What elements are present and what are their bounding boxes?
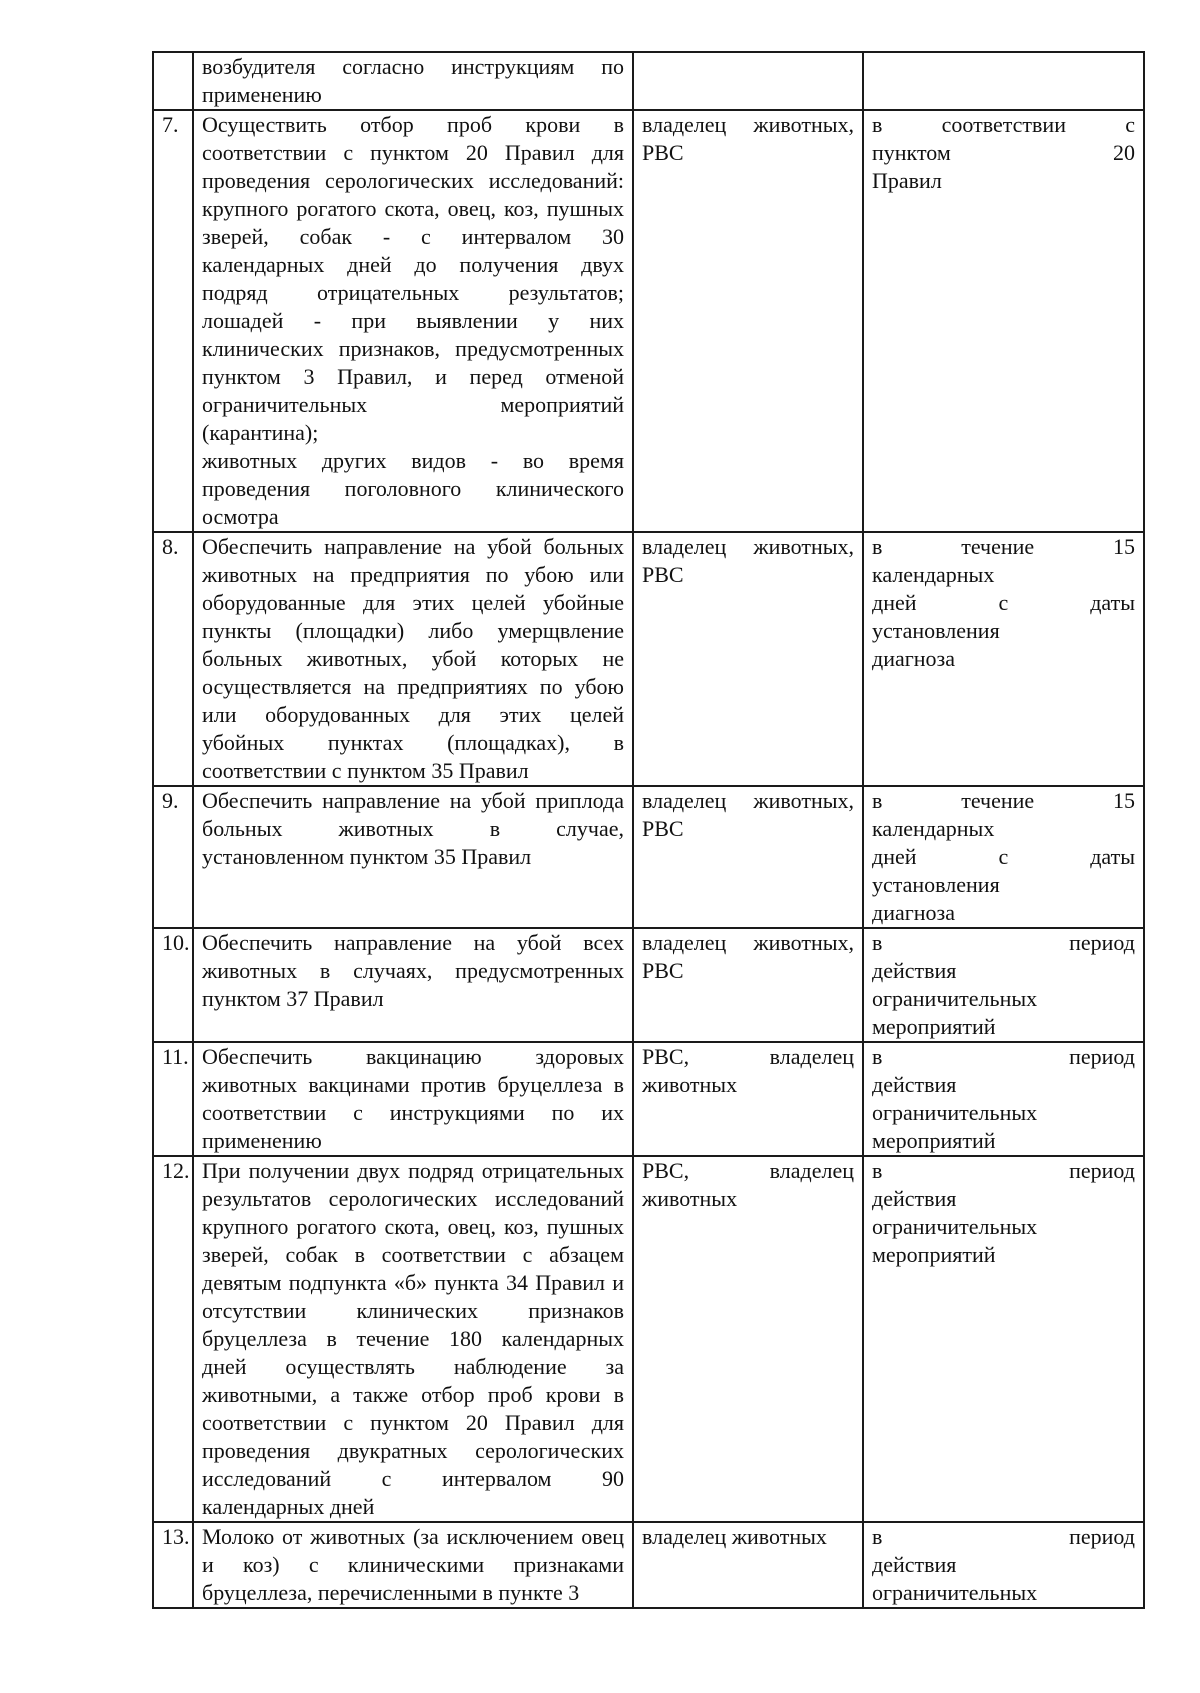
responsible-text-cell	[633, 1156, 863, 1522]
term-text-line: в период	[872, 1524, 1135, 1549]
responsible-text-cell	[633, 1042, 863, 1156]
action-text-line: пунктом 3 Правил, и перед отменой	[202, 364, 624, 389]
table-row	[153, 1522, 1144, 1608]
row-number: 13.	[153, 1522, 193, 1608]
row-number: 7.	[153, 110, 193, 532]
action-text-line: бруцеллеза, перечисленными в пункте 3	[202, 1580, 580, 1605]
action-text-line: животных других видов - во время	[202, 448, 624, 473]
responsible-text-line: владелец животных,	[642, 788, 854, 813]
term-text-line: в течение 15	[872, 788, 1135, 813]
action-text-line: клинических признаков, предусмотренных	[202, 336, 624, 361]
action-text-line: соответствии с инструкциями по их	[202, 1100, 624, 1125]
term-text-cell	[863, 1156, 1144, 1522]
action-text-cell	[193, 1156, 633, 1522]
responsible-text-cell	[633, 532, 863, 786]
action-text-line: календарных дней до получения двух	[202, 252, 624, 277]
action-text-line: животных в случаях, предусмотренных	[202, 958, 624, 983]
term-text-line: мероприятий	[872, 1014, 996, 1039]
responsible-text-line: владелец животных,	[642, 112, 854, 137]
action-text-line: животных на предприятия по убою или	[202, 562, 624, 587]
action-text-line: зверей, собак в соответствии с абзацем	[202, 1242, 624, 1267]
action-text-line: пункты (площадки) либо умерщвление	[202, 618, 624, 643]
action-text-cell	[193, 928, 633, 1042]
row-number: 11.	[153, 1042, 193, 1156]
responsible-text-cell	[633, 786, 863, 928]
action-text-line: Обеспечить вакцинацию здоровых	[202, 1044, 624, 1069]
action-text-line: ограничительных мероприятий	[202, 392, 624, 417]
responsible-text-line: РВС	[642, 562, 684, 587]
term-text-line: установления	[872, 618, 1000, 643]
row-number: 8.	[153, 532, 193, 786]
row-number: 9.	[153, 786, 193, 928]
action-text-line: зверей, собак - с интервалом 30	[202, 224, 624, 249]
term-text-line: в период	[872, 1158, 1135, 1183]
term-text-line: календарных	[872, 562, 995, 587]
action-text-line: Осуществить отбор проб крови в	[202, 112, 624, 137]
action-text-line: Молоко от животных (за исключением овец	[202, 1524, 624, 1549]
term-text-cell	[863, 928, 1144, 1042]
term-text-line: в течение 15	[872, 534, 1135, 559]
action-text-line: или оборудованных для этих целей	[202, 702, 624, 727]
action-text-line: применению	[202, 1128, 322, 1153]
action-text-line: оборудованные для этих целей убойные	[202, 590, 624, 615]
action-text-line: крупного рогатого скота, овец, коз, пушных	[202, 1214, 624, 1239]
term-text-line: действия	[872, 1072, 957, 1097]
action-text-line: соответствии с пунктом 20 Правил для	[202, 1410, 624, 1435]
action-text-line: дней осуществлять наблюдение за	[202, 1354, 624, 1379]
action-text-line: применению	[202, 82, 322, 107]
action-text-line: возбудителя согласно инструкциям по	[202, 54, 624, 79]
action-text-line: проведения двукратных серологических	[202, 1438, 624, 1463]
term-text-line: пунктом 20	[872, 140, 1135, 165]
responsible-text-line: владелец животных	[642, 1524, 827, 1549]
table-row	[153, 52, 1144, 110]
action-text-line: При получении двух подряд отрицательных	[202, 1158, 624, 1183]
responsible-text-line: РВС	[642, 816, 684, 841]
responsible-text-line: владелец животных,	[642, 930, 854, 955]
action-text-line: осуществляется на предприятиях по убою	[202, 674, 624, 699]
action-text-cell	[193, 1522, 633, 1608]
action-text-line: Обеспечить направление на убой приплода	[202, 788, 624, 813]
term-text-cell	[863, 1042, 1144, 1156]
action-text-cell	[193, 110, 633, 532]
term-text-line: действия	[872, 958, 957, 983]
term-text-line: диагноза	[872, 646, 955, 671]
responsible-text-cell	[633, 110, 863, 532]
action-text-line: соответствии с пунктом 35 Правил	[202, 758, 529, 783]
action-text-line: соответствии с пунктом 20 Правил для	[202, 140, 624, 165]
term-text-cell	[863, 110, 1144, 532]
action-text-line: пунктом 37 Правил	[202, 986, 384, 1011]
action-text-line: убойных пунктах (площадках), в	[202, 730, 624, 755]
action-text-line: лошадей - при выявлении у них	[202, 308, 624, 333]
action-text-line: Обеспечить направление на убой всех	[202, 930, 624, 955]
term-text-line: ограничительных	[872, 1580, 1038, 1605]
term-text-line: календарных	[872, 816, 995, 841]
term-text-line: действия	[872, 1186, 957, 1211]
action-text-line: девятым подпункта «б» пункта 34 Правил и	[202, 1270, 624, 1295]
action-text-cell	[193, 786, 633, 928]
responsible-text-line: владелец животных,	[642, 534, 854, 559]
table-row	[153, 532, 1144, 786]
action-text-line: календарных дней	[202, 1494, 375, 1519]
action-text-line: отсутствии клинических признаков	[202, 1298, 624, 1323]
row-number: 10.	[153, 928, 193, 1042]
term-text-cell	[863, 1522, 1144, 1608]
term-text-line: мероприятий	[872, 1242, 996, 1267]
action-text-line: крупного рогатого скота, овец, коз, пушных	[202, 196, 624, 221]
action-text-line: животными, а также отбор проб крови в	[202, 1382, 624, 1407]
term-text-line: ограничительных	[872, 1214, 1038, 1239]
term-text-cell	[863, 786, 1144, 928]
term-text-line: дней с даты	[872, 844, 1135, 869]
responsible-text-line: РВС	[642, 958, 684, 983]
term-text-line: ограничительных	[872, 986, 1038, 1011]
action-text-line: исследований с интервалом 90	[202, 1466, 624, 1491]
term-text-line: в соответствии с	[872, 112, 1135, 137]
responsible-text-cell	[633, 928, 863, 1042]
term-text-line: мероприятий	[872, 1128, 996, 1153]
term-text-cell	[863, 532, 1144, 786]
action-text-line: бруцеллеза в течение 180 календарных	[202, 1326, 624, 1351]
term-text-line: в период	[872, 1044, 1135, 1069]
action-text-line: проведения поголовного клинического	[202, 476, 624, 501]
action-text-line: (карантина);	[202, 420, 319, 445]
action-text-line: и коз) с клиническими признаками	[202, 1552, 624, 1577]
row-number	[153, 52, 193, 110]
responsible-text-line: РВС, владелец	[642, 1158, 854, 1183]
term-text-line: диагноза	[872, 900, 955, 925]
action-text-cell	[193, 52, 633, 110]
table-row	[153, 786, 1144, 928]
action-text-line: Обеспечить направление на убой больных	[202, 534, 624, 559]
action-text-line: осмотра	[202, 504, 279, 529]
responsible-text-line: животных	[642, 1186, 738, 1211]
term-text-line: в период	[872, 930, 1135, 955]
term-text-cell	[863, 52, 1144, 110]
measures-table	[152, 51, 1145, 1609]
responsible-text-line: РВС	[642, 140, 684, 165]
term-text-line: установления	[872, 872, 1000, 897]
term-text-line: ограничительных	[872, 1100, 1038, 1125]
row-number: 12.	[153, 1156, 193, 1522]
table-row	[153, 1156, 1144, 1522]
responsible-text-line: животных	[642, 1072, 738, 1097]
measures-table-body	[153, 52, 1144, 1608]
action-text-line: подряд отрицательных результатов;	[202, 280, 624, 305]
action-text-cell	[193, 1042, 633, 1156]
action-text-line: установленном пунктом 35 Правил	[202, 844, 532, 869]
action-text-line: больных животных, убой которых не	[202, 646, 624, 671]
term-text-line: Правил	[872, 168, 942, 193]
action-text-line: проведения серологических исследований:	[202, 168, 624, 193]
action-text-line: результатов серологических исследований	[202, 1186, 624, 1211]
action-text-line: животных вакцинами против бруцеллеза в	[202, 1072, 624, 1097]
responsible-text-cell	[633, 1522, 863, 1608]
responsible-text-line: РВС, владелец	[642, 1044, 854, 1069]
action-text-cell	[193, 532, 633, 786]
table-row	[153, 1042, 1144, 1156]
table-row	[153, 928, 1144, 1042]
responsible-text-cell	[633, 52, 863, 110]
term-text-line: дней с даты	[872, 590, 1135, 615]
action-text-line: больных животных в случае,	[202, 816, 624, 841]
table-row	[153, 110, 1144, 532]
term-text-line: действия	[872, 1552, 957, 1577]
